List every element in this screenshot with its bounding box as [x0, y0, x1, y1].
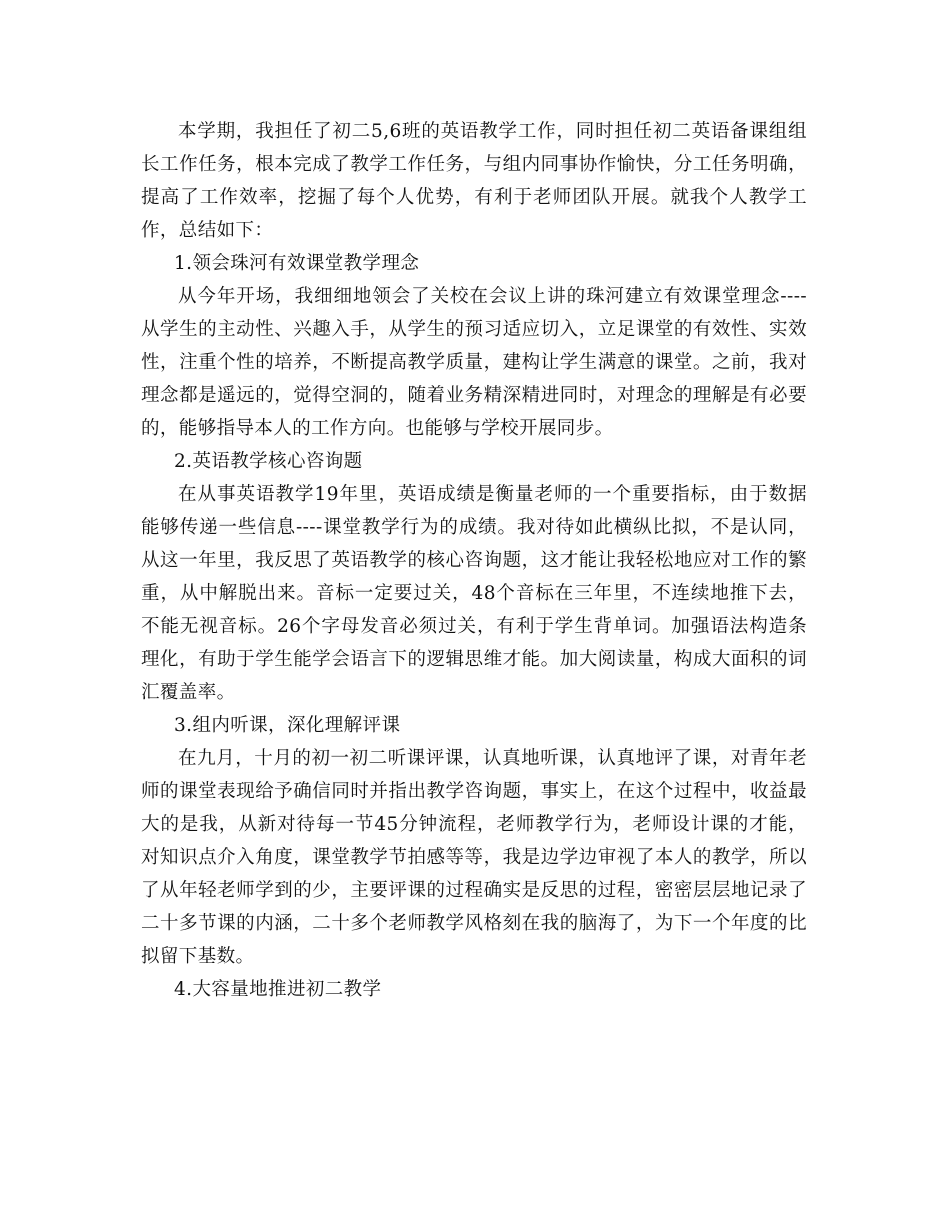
intro-paragraph: 本学期，我担任了初二5,6班的英语教学工作，同时担任初二英语备课组组长工作任务，根本完成了教学工作任务，与组内同事协作愉快，分工任务明确，提高了工作效率，挖掘了每个人优势，有利于老师团队开展。就我个人教学工作，总结如下： — [141, 121, 807, 241]
section-heading-4: 4.大容量地推进初二教学 — [174, 979, 382, 1000]
section-heading-1: 1.领会珠河有效课堂教学理念 — [174, 253, 420, 274]
document-body — [141, 115, 807, 1006]
section-paragraph-1: 从今年开场，我细细地领会了关校在会议上讲的珠河建立有效课堂理念----从学生的主动性、兴趣入手，从学生的预习适应切入，立足课堂的有效性、实效性，注重个性的培养，不断提高教学质量，建构让学生满意的课堂。之前，我对理念都是遥远的，觉得空洞的，随着业务精深精进同时，对理念的理解是有必要的，能够指导本人的工作方向。也能够与学校开展同步。 — [141, 286, 807, 439]
section-paragraph-3: 在九月，十月的初一初二听课评课，认真地听课，认真地评了课，对青年老师的课堂表现给予确信同时并指出教学咨询题，事实上，在这个过程中，收益最大的是我，从新对待每一节45分钟流程，老师教学行为，老师设计课的才能，对知识点介入角度，课堂教学节拍感等等，我是边学边审视了本人的教学，所以了从年轻老师学到的少，主要评课的过程确实是反思的过程，密密层层地记录了二十多节课的内涵，二十多个老师教学风格刻在我的脑海了，为下一个年度的比拟留下基数。 — [141, 748, 807, 967]
section-heading-2: 2.英语教学核心咨询题 — [174, 451, 363, 472]
section-paragraph-2: 在从事英语教学19年里，英语成绩是衡量老师的一个重要指标，由于数据能够传递一些信息----课堂教学行为的成绩。我对待如此横纵比拟，不是认同，从这一年里，我反思了英语教学的核心咨询题，这才能让我轻松地应对工作的繁重，从中解脱出来。音标一定要过关，48个音标在三年里，不连续地推下去，不能无视音标。26个字母发音必须过关，有利于学生背单词。加强语法构造条理化，有助于学生能学会语言下的逻辑思维才能。加大阅读量，构成大面积的词汇覆盖率。 — [141, 484, 807, 703]
section-heading-3: 3.组内听课，深化理解评课 — [174, 715, 401, 736]
